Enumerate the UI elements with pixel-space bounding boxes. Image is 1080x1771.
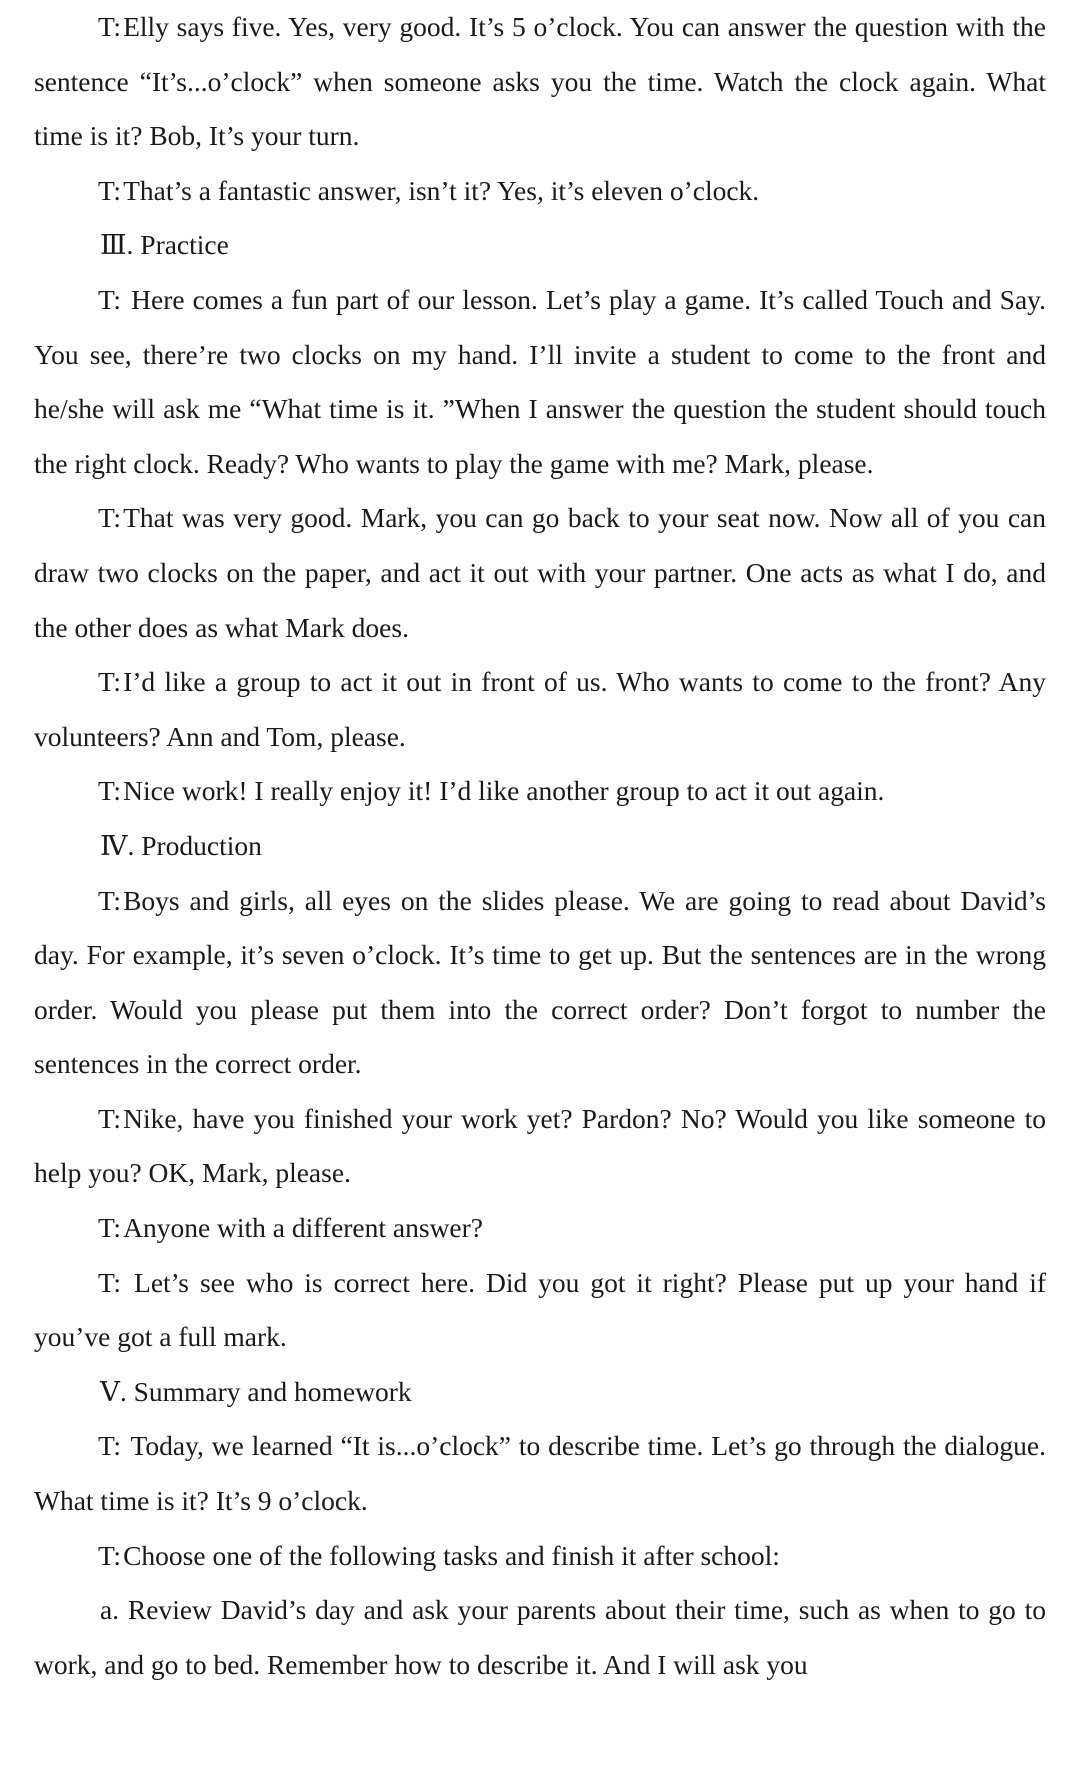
- paragraph-text: Choose one of the following tasks and finish it after school:: [123, 1539, 780, 1571]
- document-page: [34, 0, 1046, 1692]
- speaker-label: T:: [98, 283, 122, 315]
- paragraph-text: Boys and girls, all eyes on the slides please. We are going to read about David’s day. For example, it’s seven o’clock. It’s time to get up. But the sentences are in the wrong order. Would you please put them into the correct order? Don’t forgot to number the sentences in the correct order.: [34, 884, 1046, 1080]
- paragraph: [34, 1256, 1046, 1365]
- paragraph: [34, 0, 1046, 164]
- paragraph: [34, 1092, 1046, 1201]
- paragraph: [34, 491, 1046, 655]
- speaker-label: T:: [98, 884, 122, 916]
- speaker-label: T:: [98, 502, 122, 534]
- paragraph: [34, 1419, 1046, 1528]
- section-heading-production: Ⅳ. Production: [100, 829, 262, 861]
- speaker-label: T:: [98, 11, 122, 42]
- section-heading-practice: Ⅲ. Practice: [100, 229, 229, 261]
- speaker-label: T:: [98, 1102, 122, 1134]
- paragraph: [34, 164, 1046, 219]
- paragraph-text: Let’s see who is correct here. Did you got it right? Please put up your hand if you’ve got a full mark.: [34, 1266, 1046, 1353]
- paragraph: [34, 1583, 1046, 1692]
- paragraph: [34, 655, 1046, 764]
- paragraph: [34, 1201, 1046, 1256]
- paragraph-text: a. Review David’s day and ask your parents about their time, such as when to go to work, and go to bed. Remember how to describe it. And I will ask you: [34, 1594, 1046, 1680]
- paragraph-text: I’d like a group to act it out in front of us. Who wants to come to the front? Any volunteers? Ann and Tom, please.: [34, 666, 1046, 752]
- paragraph: [34, 1529, 1046, 1584]
- paragraph-text: That’s a fantastic answer, isn’t it? Yes, it’s eleven o’clock.: [123, 174, 760, 206]
- paragraph: [34, 874, 1046, 1092]
- speaker-label: T:: [98, 666, 122, 698]
- paragraph: [34, 764, 1046, 819]
- paragraph-text: Nice work! I really enjoy it! I’d like another group to act it out again.: [123, 775, 885, 807]
- speaker-label: T:: [98, 775, 122, 807]
- paragraph-text: Elly says five. Yes, very good. It’s 5 o’clock. You can answer the question with the sentence “It’s...o’clock” when someone asks you the time. Watch the clock again. What time is it? Bob, It’s your turn.: [34, 11, 1046, 152]
- speaker-label: T:: [98, 174, 122, 206]
- paragraph-text: Today, we learned “It is...o’clock” to describe time. Let’s go through the dialogue. What time is it? It’s 9 o’clock.: [34, 1430, 1046, 1517]
- speaker-label: T:: [98, 1212, 122, 1244]
- paragraph-text: Anyone with a different answer?: [123, 1212, 483, 1244]
- paragraph: [34, 273, 1046, 491]
- speaker-label: T:: [98, 1430, 122, 1462]
- paragraph-text: That was very good. Mark, you can go back to your seat now. Now all of you can draw two clocks on the paper, and act it out with your partner. One acts as what I do, and the other does as what Mark does.: [34, 502, 1046, 643]
- speaker-label: T:: [98, 1266, 122, 1298]
- paragraph-text: Here comes a fun part of our lesson. Let’s play a game. It’s called Touch and Say. You see, there’re two clocks on my hand. I’ll invite a student to come to the front and he/she will ask me “What time is it. ”When I answer the question the student should touch the right clock. Ready? Who wants to play the game with me? Mark, please.: [34, 283, 1046, 479]
- paragraph-text: Nike, have you finished your work yet? Pardon? No? Would you like someone to help you? OK, Mark, please.: [34, 1102, 1046, 1189]
- speaker-label: T:: [98, 1539, 122, 1571]
- section-heading-summary: Ⅴ. Summary and homework: [100, 1375, 412, 1407]
